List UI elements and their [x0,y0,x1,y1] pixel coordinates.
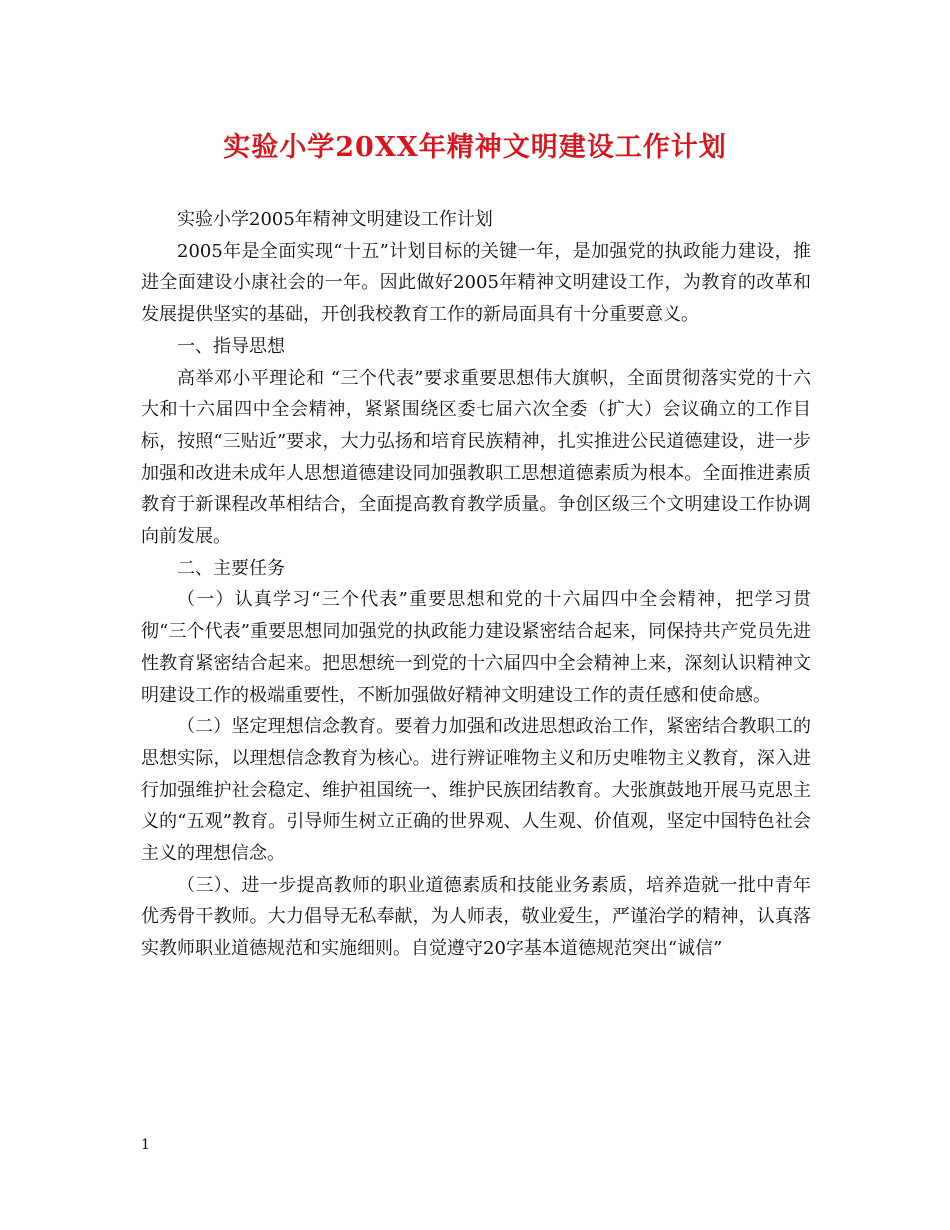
paragraph-intro: 2005年是全面实现“十五”计划目标的关键一年，是加强党的执政能力建设，推进全面建设小康社会的一年。因此做好2005年精神文明建设工作，为教育的改革和发展提供坚实的基础，开创我校教育工作的新局面具有十分重要意义。 [141,240,811,326]
page-number: 1 [141,1137,150,1153]
document-body [141,204,811,965]
paragraph-task-two: （二）坚定理想信念教育。要着力加强和改进思想政治工作，紧密结合教职工的思想实际，以理想信念教育为核心。进行辨证唯物主义和历史唯物主义教育，深入进行加强维护社会稳定、维护祖国统一、维护民族团结教育。大张旗鼓地开展马克思主义的“五观”教育。引导师生树立正确的世界观、人生观、价值观，坚定中国特色社会主义的理想信念。 [141,716,811,865]
paragraph-heading-line: 实验小学2005年精神文明建设工作计划 [177,209,493,230]
section-heading-main-tasks: 二、主要任务 [177,557,285,579]
paragraph-task-one: （一）认真学习“三个代表”重要思想和党的十六届四中全会精神，把学习贯彻“三个代表”重要思想同加强党的执政能力建设紧密结合起来，同保持共产党员先进性教育紧密结合起来。把思想统一到党的十六届四中全会精神上来，深刻认识精神文明建设工作的极端重要性，不断加强做好精神文明建设工作的责任感和使命感。 [141,589,811,706]
paragraph-task-three: （三）、进一步提高教师的职业道德素质和技能业务素质，培养造就一批中青年优秀骨干教师。大力倡导无私奉献，为人师表，敬业爱生，严谨治学的精神，认真落实教师职业道德规范和实施细则。自觉遵守20字基本道德规范突出“诚信” [141,874,811,960]
paragraph-guiding-ideology: 高举邓小平理论和 “三个代表”要求重要思想伟大旗帜，全面贯彻落实党的十六大和十六届四中全会精神，紧紧围绕区委七届六次全委（扩大）会议确立的工作目标，按照“三贴近”要求，大力弘扬和培育民族精神，扎实推进公民道德建设，进一步加强和改进未成年人思想道德建设同加强教职工思想道德素质为根本。全面推进素质教育于新课程改革相结合，全面提高教育教学质量。争创区级三个文明建设工作协调向前发展。 [141,367,811,548]
section-heading-guiding-ideology: 一、指导思想 [177,335,285,357]
document-title: 实验小学20XX年精神文明建设工作计划 [223,132,727,163]
